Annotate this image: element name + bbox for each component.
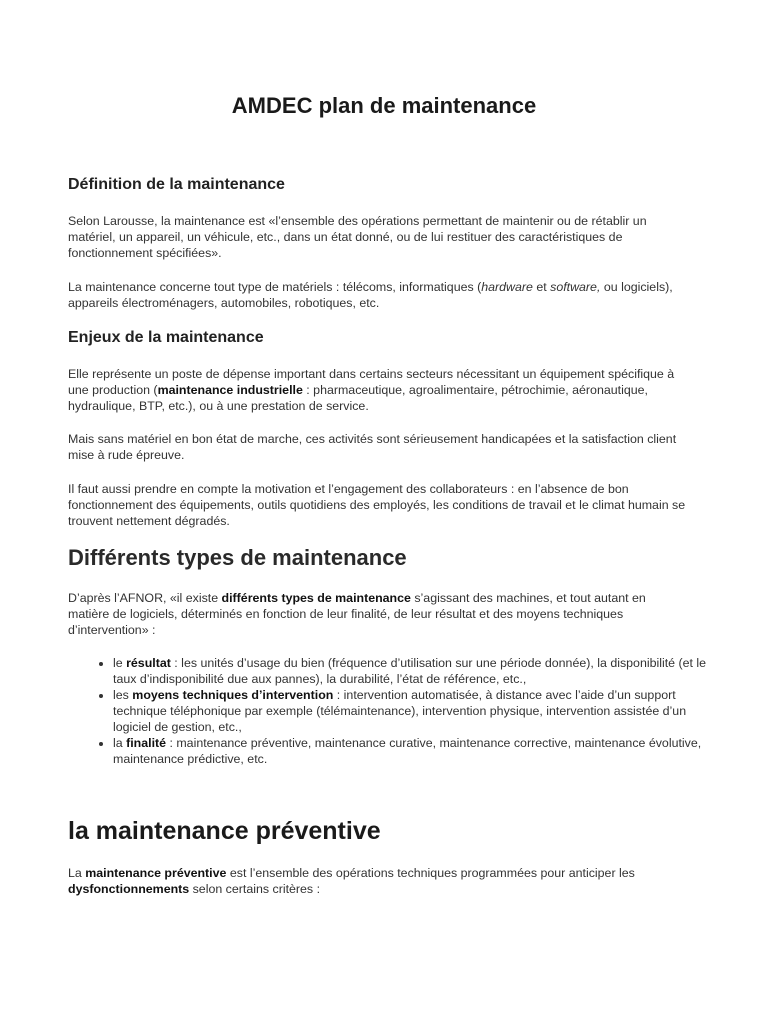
definition-heading: Définition de la maintenance xyxy=(68,176,285,193)
definition-paragraph-2: La maintenance concerne tout type de matériels : télécoms, informatiques (hardware et software, ou logiciels), appareils électroménagers, automobiles, robotiques, etc. xyxy=(68,280,673,310)
types-list xyxy=(68,655,723,767)
preventive-paragraph: La maintenance préventive est l’ensemble des opérations techniques programmées pour anticiper les dysfonctionnements selon certains critères : xyxy=(68,866,635,896)
dysfonctionnements-term: dysfonctionnements xyxy=(68,882,190,896)
software-term: software, xyxy=(550,280,601,294)
enjeux-paragraph-2: Mais sans matériel en bon état de marche, ces activités sont sérieusement handicapées et la satisfaction client mise à rude épreuve. xyxy=(68,432,677,462)
list-item: • la finalité : maintenance préventive, maintenance curative, maintenance corrective, maintenance évolutive, maintenance prédictive, etc. xyxy=(113,735,723,767)
maintenance-industrielle-term: maintenance industrielle xyxy=(157,383,303,397)
enjeux-heading: Enjeux de la maintenance xyxy=(68,329,264,346)
list-item: • les moyens techniques d’intervention : intervention automatisée, à distance avec l’aide d’un support technique téléphonique par exemple (télémaintenance), intervention physique, intervention assistée d’un logiciel de gestion, etc., xyxy=(113,687,723,735)
enjeux-paragraph-3: Il faut aussi prendre en compte la motivation et l’engagement des collaborateurs : en l’absence de bon fonctionnement des équipements, outils quotidiens des employés, les conditions de travail et le climat humain se trouvent nettement dégradés. xyxy=(68,482,686,528)
definition-paragraph-1: Selon Larousse, la maintenance est «l’ensemble des opérations permettant de maintenir ou de rétablir un matériel, un appareil, un véhicule, etc., dans un état donné, ou de lui restituer des caractéristiques de fonctionnement spécifiées». xyxy=(68,214,647,260)
preventive-heading: la maintenance préventive xyxy=(68,817,381,845)
types-term: différents types de maintenance xyxy=(221,591,411,605)
list-item: • le résultat : les unités d’usage du bien (fréquence d’utilisation sur une période donnée), la disponibilité (et le taux d’indisponibilité due aux pannes), la durabilité, l’état de référence, etc., xyxy=(113,655,723,687)
maintenance-preventive-term: maintenance préventive xyxy=(85,866,227,880)
types-heading: Différents types de maintenance xyxy=(68,545,407,570)
types-intro: D’après l’AFNOR, «il existe différents types de maintenance s’agissant des machines, et tout autant en matière de logiciels, déterminés en fonction de leur finalité, de leur résultat et des moyens techniques d’intervention» : xyxy=(68,591,646,637)
page-title: AMDEC plan de maintenance xyxy=(231,93,537,118)
hardware-term: hardware xyxy=(481,280,533,294)
enjeux-paragraph-1: Elle représente un poste de dépense important dans certains secteurs nécessitant un équipement spécifique à une production (maintenance industrielle : pharmaceutique, agroalimentaire, pétrochimie, aéronautique, hydraulique, BTP, etc.), ou à une prestation de service. xyxy=(68,367,675,413)
